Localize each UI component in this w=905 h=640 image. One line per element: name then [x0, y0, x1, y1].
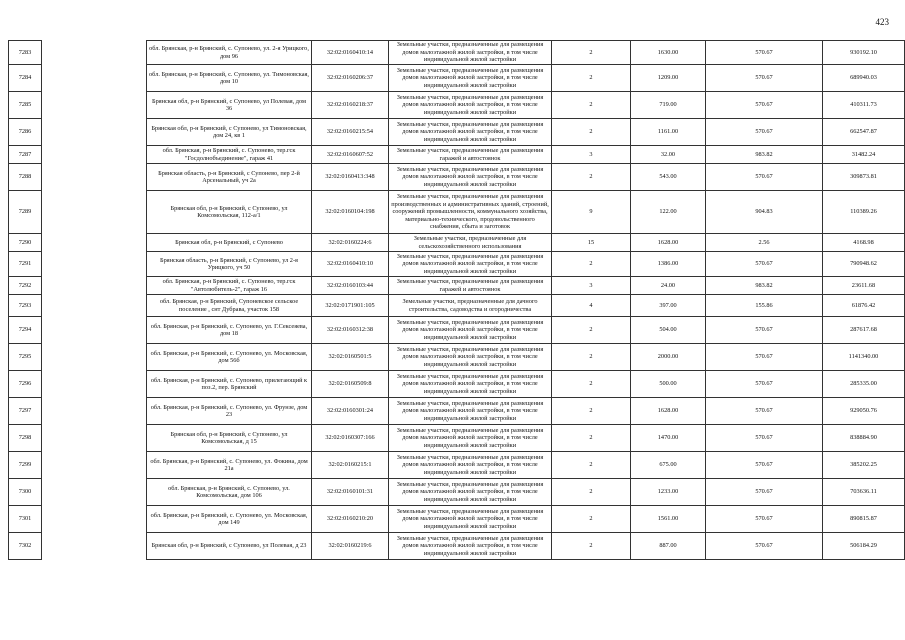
row-number: 7295 [9, 344, 42, 371]
cadastral-value-cell: 662547.87 [823, 119, 905, 146]
row-number: 7292 [9, 277, 42, 295]
address-cell: обл. Брянская, р-н Брянский, с. Супонево, ул. Московская, дом 149 [147, 506, 312, 533]
table-row [9, 295, 905, 317]
rate-cell: 570.67 [706, 371, 823, 398]
table-row [9, 191, 905, 234]
rate-cell: 2.56 [706, 234, 823, 252]
row-number: 7293 [9, 295, 42, 317]
address-cell: обл. Брянская, р-н Брянский, с. Супонево, ул. Комсомольская, дом 106 [147, 479, 312, 506]
category-cell: 15 [552, 234, 631, 252]
address-cell: обл. Брянская, р-н Брянский, с. Супонево, ул. Московская, дом 56б [147, 344, 312, 371]
area-cell: 1628.00 [631, 398, 706, 425]
area-cell: 122.00 [631, 191, 706, 234]
table-row [9, 425, 905, 452]
category-cell: 2 [552, 252, 631, 277]
spacer-cell [42, 295, 147, 317]
rate-cell: 570.67 [706, 164, 823, 191]
cadastral-number-cell: 32:02:0160101:31 [312, 479, 389, 506]
cadastral-number-cell: 32:02:0160501:5 [312, 344, 389, 371]
row-number: 7296 [9, 371, 42, 398]
address-cell: обл. Брянская, р-н Брянский, с. Супонево, ул. 2-я Урицкого, дом 96 [147, 41, 312, 65]
row-number: 7299 [9, 452, 42, 479]
address-cell: обл. Брянская, р-н Брянский, Супоневское сельское поселение , снт Дубрава, участок 158 [147, 295, 312, 317]
area-cell: 1561.00 [631, 506, 706, 533]
table-row [9, 317, 905, 344]
area-cell: 675.00 [631, 452, 706, 479]
cadastral-number-cell: 32:02:0160301:24 [312, 398, 389, 425]
category-cell: 2 [552, 65, 631, 92]
rate-cell: 570.67 [706, 479, 823, 506]
cadastral-value-cell: 4168.98 [823, 234, 905, 252]
rate-cell: 570.67 [706, 533, 823, 560]
rate-cell: 904.83 [706, 191, 823, 234]
area-cell: 543.00 [631, 164, 706, 191]
cadastral-value-cell: 287617.68 [823, 317, 905, 344]
cadastral-value-cell: 410311.73 [823, 92, 905, 119]
table-row [9, 146, 905, 164]
category-cell: 3 [552, 146, 631, 164]
cadastral-number-cell: 32:02:0160307:166 [312, 425, 389, 452]
cadastral-value-cell: 703636.11 [823, 479, 905, 506]
row-number: 7294 [9, 317, 42, 344]
address-cell: Брянская обл, р-н Брянский, с Супонево, ул Полевая, д 23 [147, 533, 312, 560]
table-row [9, 277, 905, 295]
land-use-cell: Земельные участки, предназначенные для размещения домов малоэтажной жилой застройки, в том числе индивидуальной жилой застройки [389, 452, 552, 479]
spacer-cell [42, 479, 147, 506]
area-cell: 887.00 [631, 533, 706, 560]
cadastral-number-cell: 32:02:0160206:37 [312, 65, 389, 92]
category-cell: 2 [552, 533, 631, 560]
spacer-cell [42, 277, 147, 295]
cadastral-number-cell: 32:02:0160312:38 [312, 317, 389, 344]
address-cell: Брянская область, р-н Брянский, с Супонево, ул 2-я Урицкого, уч 50 [147, 252, 312, 277]
category-cell: 2 [552, 92, 631, 119]
category-cell: 2 [552, 317, 631, 344]
cadastral-number-cell: 32:02:0160413:348 [312, 164, 389, 191]
category-cell: 4 [552, 295, 631, 317]
address-cell: обл. Брянская, р-н Брянский, с. Супонево, прилегающий к поз.2, пер. Брянский [147, 371, 312, 398]
land-use-cell: Земельные участки, предназначенные для дачного строительства, садоводства и огородничества [389, 295, 552, 317]
cadastral-value-cell: 790948.62 [823, 252, 905, 277]
row-number: 7297 [9, 398, 42, 425]
spacer-cell [42, 92, 147, 119]
address-cell: Брянская обл, р-н Брянский, с Супонево, ул Полевая, дом 36 [147, 92, 312, 119]
cadastral-number-cell: 32:02:0160215:1 [312, 452, 389, 479]
cadastral-number-cell: 32:02:0160103:44 [312, 277, 389, 295]
land-use-cell: Земельные участки, предназначенные для размещения домов малоэтажной жилой застройки, в том числе индивидуальной жилой застройки [389, 119, 552, 146]
address-cell: Брянская обл, р-н Брянский, с Супонево, ул Комсомольская, д 15 [147, 425, 312, 452]
table-row [9, 65, 905, 92]
land-use-cell: Земельные участки, предназначенные для размещения производственных и административных зданий, строений, сооружений промышленности, коммунального хозяйства, материально-технического, продовольственного снабжения, сбыта и заготовок [389, 191, 552, 234]
spacer-cell [42, 398, 147, 425]
rate-cell: 570.67 [706, 252, 823, 277]
area-cell: 32.00 [631, 146, 706, 164]
spacer-cell [42, 506, 147, 533]
spacer-cell [42, 533, 147, 560]
row-number: 7300 [9, 479, 42, 506]
spacer-cell [42, 344, 147, 371]
area-cell: 1386.00 [631, 252, 706, 277]
cadastral-number-cell: 32:02:0171901:105 [312, 295, 389, 317]
rate-cell: 570.67 [706, 119, 823, 146]
cadastral-value-cell: 689940.03 [823, 65, 905, 92]
row-number: 7302 [9, 533, 42, 560]
area-cell: 24.00 [631, 277, 706, 295]
cadastral-number-cell: 32:02:0160607:52 [312, 146, 389, 164]
category-cell: 2 [552, 371, 631, 398]
category-cell: 2 [552, 398, 631, 425]
land-use-cell: Земельные участки, предназначенные для размещения домов малоэтажной жилой застройки, в том числе индивидуальной жилой застройки [389, 398, 552, 425]
address-cell: обл. Брянская, р-н Брянский, с. Супонево, тер.гск "Госдолнобъединение", гараж 41 [147, 146, 312, 164]
category-cell: 2 [552, 425, 631, 452]
row-number: 7290 [9, 234, 42, 252]
spacer-cell [42, 252, 147, 277]
table-row [9, 398, 905, 425]
category-cell: 2 [552, 506, 631, 533]
area-cell: 1470.00 [631, 425, 706, 452]
row-number: 7298 [9, 425, 42, 452]
cadastral-number-cell: 32:02:0160104:198 [312, 191, 389, 234]
rate-cell: 983.82 [706, 277, 823, 295]
land-use-cell: Земельные участки, предназначенные для размещения домов малоэтажной жилой застройки, в том числе индивидуальной жилой застройки [389, 317, 552, 344]
land-use-cell: Земельные участки, предназначенные для размещения домов малоэтажной жилой застройки, в том числе индивидуальной жилой застройки [389, 344, 552, 371]
rate-cell: 570.67 [706, 65, 823, 92]
cadastral-value-cell: 385202.25 [823, 452, 905, 479]
land-use-cell: Земельные участки, предназначенные для размещения гаражей и автостоянок [389, 277, 552, 295]
cadastral-value-cell: 31482.24 [823, 146, 905, 164]
land-use-cell: Земельные участки, предназначенные для размещения домов малоэтажной жилой застройки, в том числе индивидуальной жилой застройки [389, 425, 552, 452]
table-row [9, 234, 905, 252]
table-row [9, 506, 905, 533]
spacer-cell [42, 452, 147, 479]
category-cell: 2 [552, 479, 631, 506]
rate-cell: 570.67 [706, 452, 823, 479]
row-number: 7285 [9, 92, 42, 119]
cadastral-number-cell: 32:02:0160410:14 [312, 41, 389, 65]
cadastral-number-cell: 32:02:0160215:54 [312, 119, 389, 146]
land-use-cell: Земельные участки, предназначенные для размещения домов малоэтажной жилой застройки, в том числе индивидуальной жилой застройки [389, 533, 552, 560]
rate-cell: 570.67 [706, 344, 823, 371]
page-number: 423 [875, 17, 889, 27]
table-row [9, 252, 905, 277]
table-row [9, 92, 905, 119]
cadastral-number-cell: 32:02:0160219:6 [312, 533, 389, 560]
area-cell: 2000.00 [631, 344, 706, 371]
spacer-cell [42, 191, 147, 234]
rate-cell: 570.67 [706, 41, 823, 65]
table-row [9, 452, 905, 479]
row-number: 7291 [9, 252, 42, 277]
row-number: 7287 [9, 146, 42, 164]
land-use-cell: Земельные участки, предназначенные для размещения домов малоэтажной жилой застройки, в том числе индивидуальной жилой застройки [389, 252, 552, 277]
row-number: 7288 [9, 164, 42, 191]
area-cell: 1209.00 [631, 65, 706, 92]
table-row [9, 479, 905, 506]
address-cell: Брянская обл, р-н Брянский, с Супонево, ул Тимоновская, дом 24, кв 1 [147, 119, 312, 146]
category-cell: 2 [552, 344, 631, 371]
rate-cell: 983.82 [706, 146, 823, 164]
land-use-cell: Земельные участки, предназначенные для размещения домов малоэтажной жилой застройки, в том числе индивидуальной жилой застройки [389, 479, 552, 506]
spacer-cell [42, 371, 147, 398]
row-number: 7284 [9, 65, 42, 92]
spacer-cell [42, 41, 147, 65]
land-use-cell: Земельные участки, предназначенные для размещения домов малоэтажной жилой застройки, в том числе индивидуальной жилой застройки [389, 371, 552, 398]
cadastral-number-cell: 32:02:0160224:6 [312, 234, 389, 252]
address-cell: обл. Брянская, р-н Брянский, с. Супонево, ул. Фрунзе, дом 23 [147, 398, 312, 425]
spacer-cell [42, 234, 147, 252]
rate-cell: 570.67 [706, 317, 823, 344]
spacer-cell [42, 119, 147, 146]
category-cell: 9 [552, 191, 631, 234]
rate-cell: 570.67 [706, 506, 823, 533]
table-row [9, 371, 905, 398]
area-cell: 397.00 [631, 295, 706, 317]
land-use-cell: Земельные участки, предназначенные для размещения домов малоэтажной жилой застройки, в том числе индивидуальной жилой застройки [389, 164, 552, 191]
category-cell: 2 [552, 119, 631, 146]
cadastral-value-cell: 506184.29 [823, 533, 905, 560]
address-cell: обл. Брянская, р-н Брянский, с. Супонево, ул. Г.Сексеяева, дом 18 [147, 317, 312, 344]
row-number: 7283 [9, 41, 42, 65]
row-number: 7301 [9, 506, 42, 533]
row-number: 7286 [9, 119, 42, 146]
table-body [9, 41, 905, 560]
address-cell: Брянская область, р-н Брянский, с Супонево, пер 2-й Арсенальный, уч 2а [147, 164, 312, 191]
table-row [9, 41, 905, 65]
area-cell: 1628.00 [631, 234, 706, 252]
row-number: 7289 [9, 191, 42, 234]
land-use-cell: Земельные участки, предназначенные для размещения домов малоэтажной жилой застройки, в том числе индивидуальной жилой застройки [389, 41, 552, 65]
area-cell: 500.00 [631, 371, 706, 398]
category-cell: 2 [552, 41, 631, 65]
spacer-cell [42, 65, 147, 92]
category-cell: 2 [552, 452, 631, 479]
cadastral-value-cell: 890815.87 [823, 506, 905, 533]
address-cell: Брянская обл, р-н Брянский, с Супонево [147, 234, 312, 252]
category-cell: 2 [552, 164, 631, 191]
land-use-cell: Земельные участки, предназначенные для размещения домов малоэтажной жилой застройки, в том числе индивидуальной жилой застройки [389, 506, 552, 533]
cadastral-value-cell: 930192.10 [823, 41, 905, 65]
address-cell: обл. Брянская, р-н Брянский, с. Супонево, ул. Фокина, дом 21а [147, 452, 312, 479]
cadastral-value-cell: 309873.81 [823, 164, 905, 191]
address-cell: Брянская обл, р-н Брянский, с Супонево, ул Комсомольская, 112-а/1 [147, 191, 312, 234]
area-cell: 1233.00 [631, 479, 706, 506]
cadastral-number-cell: 32:02:0160210:20 [312, 506, 389, 533]
land-use-cell: Земельные участки, предназначенные для сельскохозяйственного использования [389, 234, 552, 252]
cadastral-value-cell: 838884.90 [823, 425, 905, 452]
area-cell: 719.00 [631, 92, 706, 119]
spacer-cell [42, 425, 147, 452]
cadastral-number-cell: 32:02:0160509:8 [312, 371, 389, 398]
category-cell: 3 [552, 277, 631, 295]
rate-cell: 570.67 [706, 398, 823, 425]
table-row [9, 119, 905, 146]
cadastral-value-cell: 1141340.00 [823, 344, 905, 371]
spacer-cell [42, 164, 147, 191]
land-use-cell: Земельные участки, предназначенные для размещения гаражей и автостоянок [389, 146, 552, 164]
table-row [9, 164, 905, 191]
spacer-cell [42, 317, 147, 344]
address-cell: обл. Брянская, р-н Брянский, с. Супонево, ул. Тимоновская, дом 10 [147, 65, 312, 92]
cadastral-value-cell: 110389.26 [823, 191, 905, 234]
table-row [9, 344, 905, 371]
cadastral-number-cell: 32:02:0160410:10 [312, 252, 389, 277]
land-use-cell: Земельные участки, предназначенные для размещения домов малоэтажной жилой застройки, в том числе индивидуальной жилой застройки [389, 65, 552, 92]
rate-cell: 570.67 [706, 92, 823, 119]
area-cell: 504.00 [631, 317, 706, 344]
cadastral-value-cell: 23611.68 [823, 277, 905, 295]
area-cell: 1630.00 [631, 41, 706, 65]
cadastral-number-cell: 32:02:0160218:37 [312, 92, 389, 119]
area-cell: 1161.00 [631, 119, 706, 146]
address-cell: обл. Брянская, р-н Брянский, с. Супонево, тер.гск "Автолюбитель-2", гараж 16 [147, 277, 312, 295]
land-registry-table [8, 40, 905, 560]
rate-cell: 570.67 [706, 425, 823, 452]
spacer-cell [42, 146, 147, 164]
cadastral-value-cell: 61876.42 [823, 295, 905, 317]
cadastral-value-cell: 929050.76 [823, 398, 905, 425]
land-use-cell: Земельные участки, предназначенные для размещения домов малоэтажной жилой застройки, в том числе индивидуальной жилой застройки [389, 92, 552, 119]
table-row [9, 533, 905, 560]
rate-cell: 155.86 [706, 295, 823, 317]
cadastral-value-cell: 285335.00 [823, 371, 905, 398]
